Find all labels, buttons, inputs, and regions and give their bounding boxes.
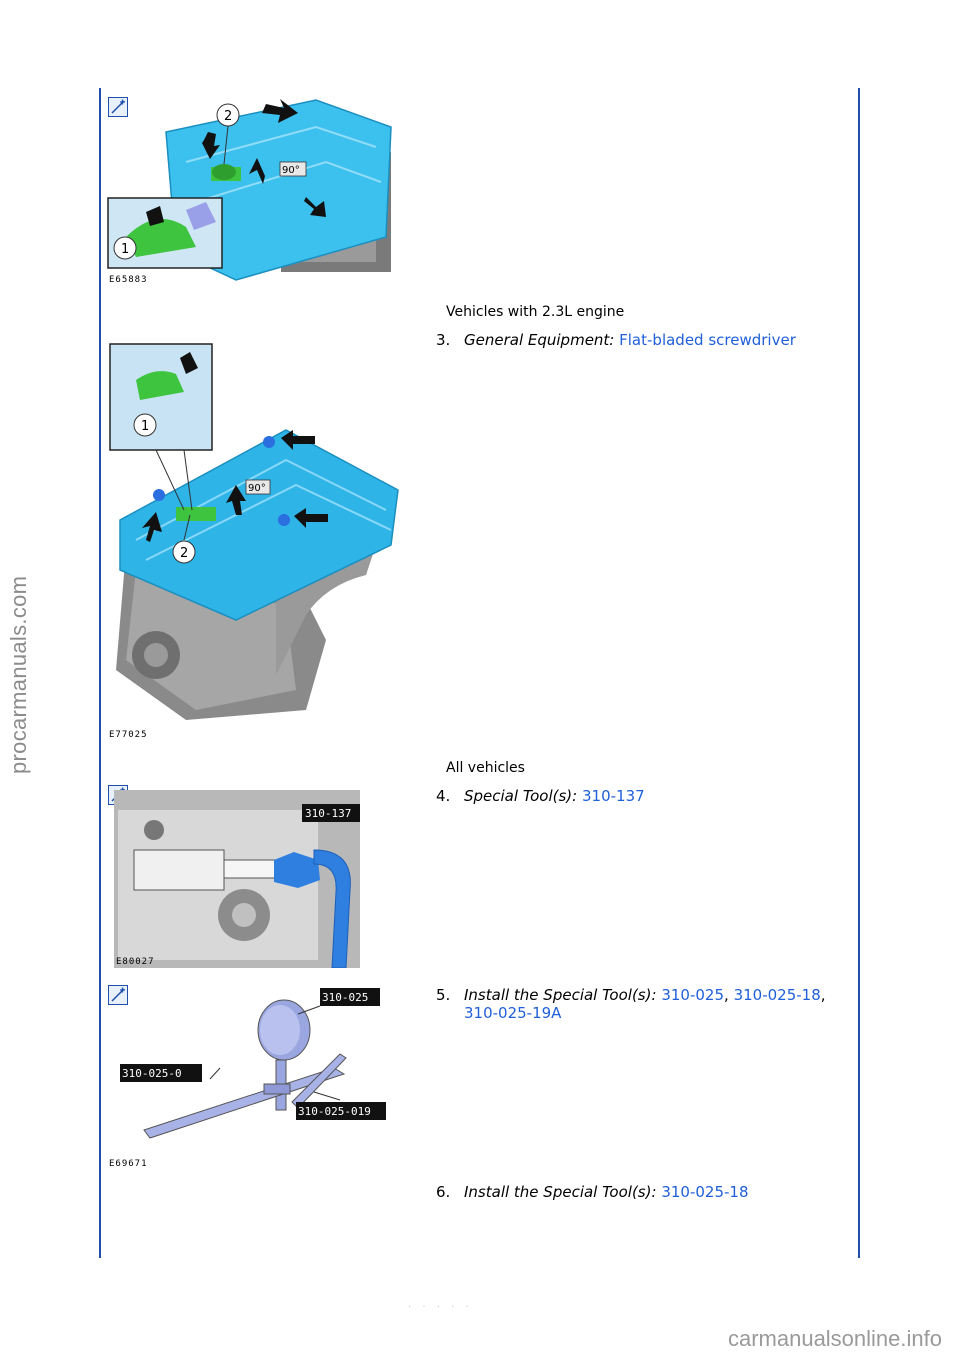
left-rule xyxy=(99,88,101,1258)
step-separator: , xyxy=(820,986,826,1004)
figure-tool-310-025 xyxy=(114,984,388,1144)
step-number: 6. xyxy=(436,1183,451,1201)
step-link[interactable]: 310-025-19A xyxy=(464,1004,562,1022)
footer-mark: · · · · · xyxy=(408,1302,473,1313)
right-rule xyxy=(858,88,860,1258)
step-link[interactable]: Flat-bladed screwdriver xyxy=(619,331,796,349)
note-engine: Vehicles with 2.3L engine xyxy=(446,304,625,320)
tool-label-310-025-0: 310-025-0 xyxy=(122,1067,182,1080)
step-number: 3. xyxy=(436,331,451,349)
figure-code: E65883 xyxy=(109,275,148,285)
tool-label-310-137: 310-137 xyxy=(305,807,352,820)
step-5 xyxy=(436,986,826,1022)
step-label: General Equipment: xyxy=(464,331,615,349)
figure-tool-310-137 xyxy=(114,790,360,968)
callout-1: 1 xyxy=(141,419,150,434)
figure-code: E77025 xyxy=(109,730,148,740)
step-4 xyxy=(436,787,645,805)
callout-2: 2 xyxy=(180,546,189,561)
side-watermark: procarmanuals.com xyxy=(6,575,31,774)
step-link[interactable]: 310-025 xyxy=(661,986,724,1004)
tool-label-310-025: 310-025 xyxy=(322,991,369,1004)
step-label: Special Tool(s): xyxy=(464,787,578,805)
step-link[interactable]: 310-025-18 xyxy=(733,986,821,1004)
callout-90: 90° xyxy=(248,483,266,494)
callout-1: 1 xyxy=(121,242,130,257)
figure-engine-cover-all xyxy=(106,340,402,730)
step-link[interactable]: 310-025-18 xyxy=(661,1183,749,1201)
figure-code: E69671 xyxy=(109,1159,148,1169)
step-3 xyxy=(436,331,796,349)
note-all-vehicles: All vehicles xyxy=(446,760,525,776)
tool-label-310-025-019: 310-025-019 xyxy=(298,1105,371,1118)
step-number: 5. xyxy=(436,986,451,1004)
callout-90: 90° xyxy=(282,165,300,176)
callout-2: 2 xyxy=(224,109,233,124)
step-6 xyxy=(436,1183,749,1201)
step-separator: , xyxy=(724,986,729,1004)
figure-code: E80027 xyxy=(116,957,155,967)
step-number: 4. xyxy=(436,787,451,805)
step-link[interactable]: 310-137 xyxy=(582,787,645,805)
bottom-watermark: carmanualsonline.info xyxy=(727,1326,942,1351)
step-label: Install the Special Tool(s): xyxy=(464,986,657,1004)
step-label: Install the Special Tool(s): xyxy=(464,1183,657,1201)
figure-engine-cover-23 xyxy=(106,92,396,286)
